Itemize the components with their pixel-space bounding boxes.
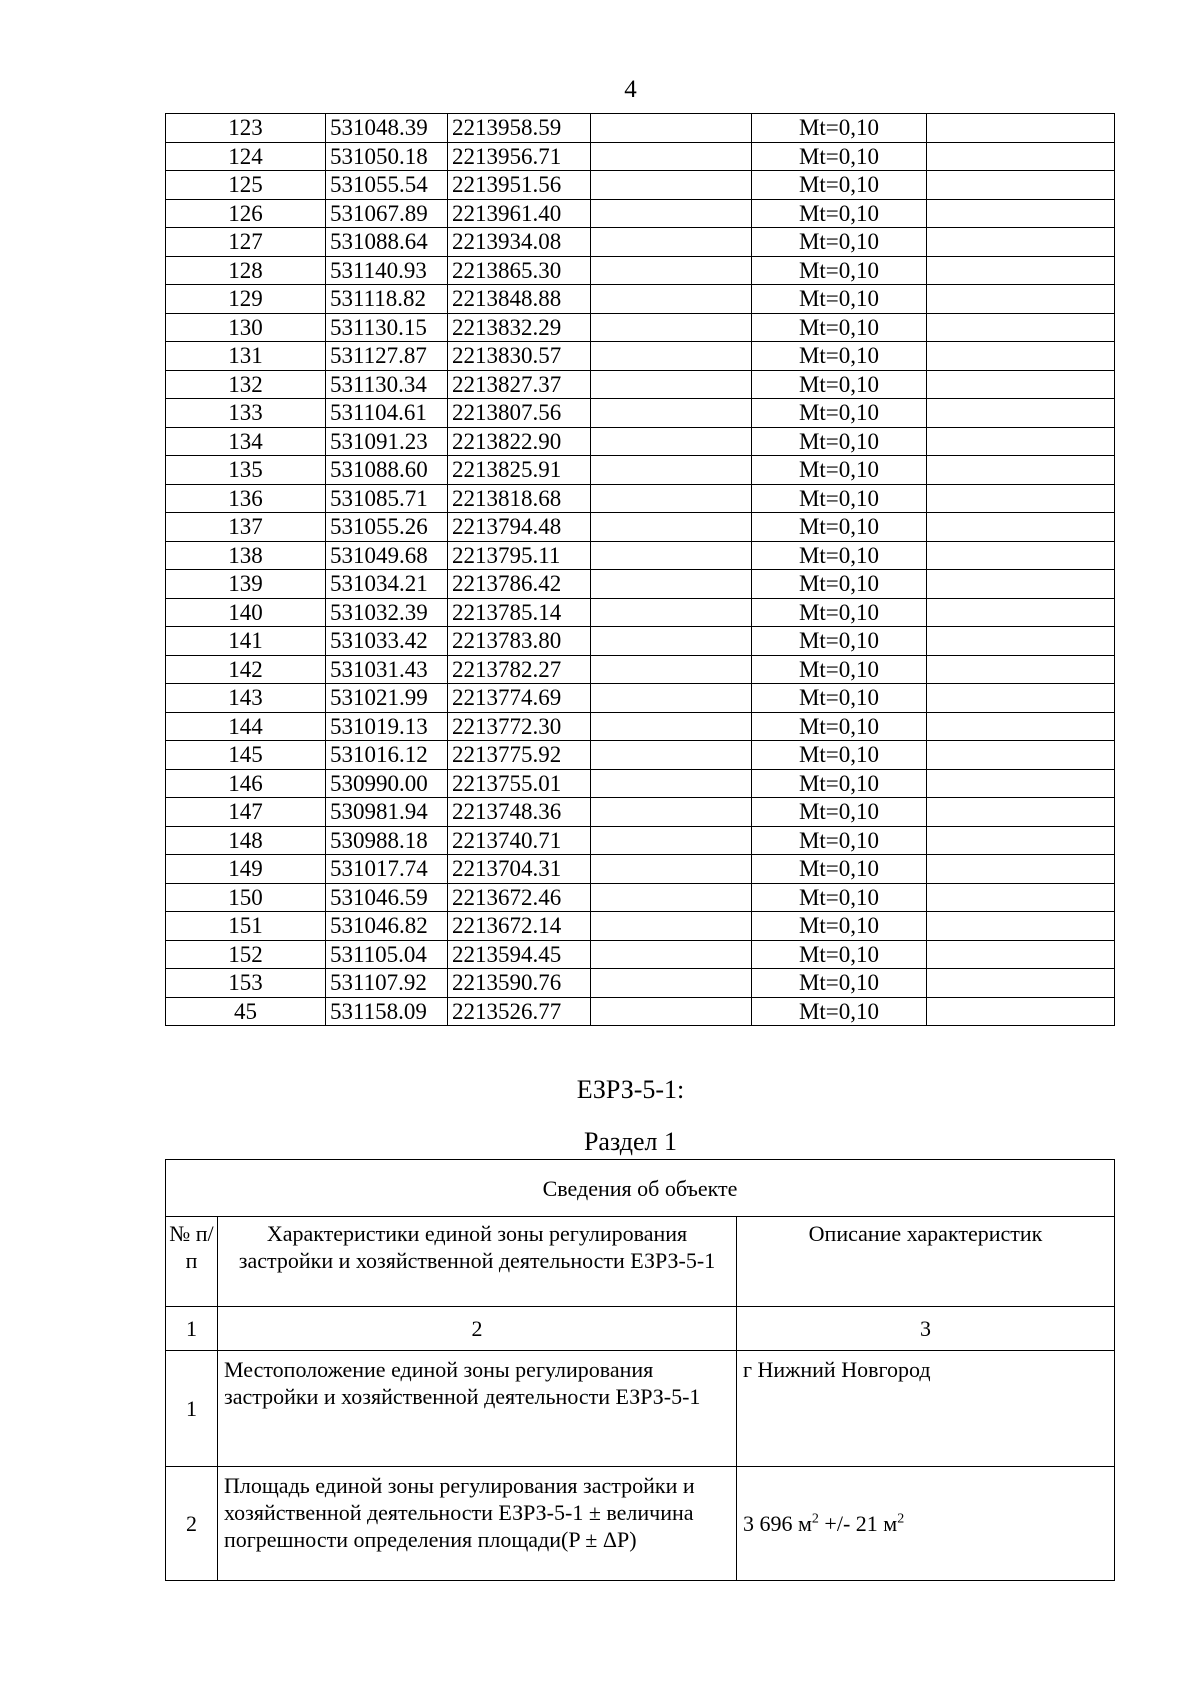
index-cell: 3 <box>737 1307 1115 1351</box>
accuracy-value: Mt=0,10 <box>752 142 927 171</box>
accuracy-value: Mt=0,10 <box>752 883 927 912</box>
empty-cell <box>927 598 1115 627</box>
empty-cell <box>927 342 1115 371</box>
coordinate-x: 530981.94 <box>326 798 448 827</box>
coordinate-row <box>166 712 1115 741</box>
accuracy-value: Mt=0,10 <box>752 655 927 684</box>
accuracy-value: Mt=0,10 <box>752 171 927 200</box>
empty-cell <box>927 769 1115 798</box>
empty-cell <box>927 142 1115 171</box>
coordinate-row <box>166 456 1115 485</box>
empty-cell <box>591 228 752 257</box>
coordinate-y: 2213775.92 <box>448 741 591 770</box>
coordinate-y: 2213961.40 <box>448 199 591 228</box>
header-description: Описание характеристик <box>737 1217 1115 1307</box>
coordinate-row <box>166 598 1115 627</box>
empty-cell <box>927 427 1115 456</box>
coordinate-x: 531055.54 <box>326 171 448 200</box>
coordinate-y: 2213825.91 <box>448 456 591 485</box>
object-info-table <box>165 1159 1115 1581</box>
coordinate-row <box>166 313 1115 342</box>
coordinate-x: 531067.89 <box>326 199 448 228</box>
coordinate-row <box>166 285 1115 314</box>
empty-cell <box>927 940 1115 969</box>
empty-cell <box>591 940 752 969</box>
coordinate-row <box>166 855 1115 884</box>
coordinate-row <box>166 256 1115 285</box>
point-number: 132 <box>166 370 326 399</box>
coordinate-y: 2213865.30 <box>448 256 591 285</box>
coordinate-row <box>166 399 1115 428</box>
point-number: 130 <box>166 313 326 342</box>
accuracy-value: Mt=0,10 <box>752 484 927 513</box>
coordinate-x: 531088.60 <box>326 456 448 485</box>
info-row-location <box>166 1351 1115 1467</box>
empty-cell <box>591 513 752 542</box>
coordinate-x: 531033.42 <box>326 627 448 656</box>
point-number: 153 <box>166 969 326 998</box>
info-header-row <box>166 1217 1115 1307</box>
coordinate-x: 531049.68 <box>326 541 448 570</box>
empty-cell <box>591 598 752 627</box>
accuracy-value: Mt=0,10 <box>752 969 927 998</box>
point-number: 124 <box>166 142 326 171</box>
coordinate-x: 531085.71 <box>326 484 448 513</box>
empty-cell <box>927 912 1115 941</box>
coordinate-y: 2213794.48 <box>448 513 591 542</box>
point-number: 137 <box>166 513 326 542</box>
accuracy-value: Mt=0,10 <box>752 370 927 399</box>
accuracy-value: Mt=0,10 <box>752 199 927 228</box>
coordinate-y: 2213772.30 <box>448 712 591 741</box>
coordinate-y: 2213783.80 <box>448 627 591 656</box>
coordinate-x: 531118.82 <box>326 285 448 314</box>
accuracy-value: Mt=0,10 <box>752 256 927 285</box>
coordinate-row <box>166 199 1115 228</box>
coordinate-x: 531107.92 <box>326 969 448 998</box>
coordinate-row <box>166 541 1115 570</box>
empty-cell <box>927 484 1115 513</box>
empty-cell <box>591 142 752 171</box>
coordinate-row <box>166 769 1115 798</box>
accuracy-value: Mt=0,10 <box>752 826 927 855</box>
accuracy-value: Mt=0,10 <box>752 570 927 599</box>
coordinate-y: 2213740.71 <box>448 826 591 855</box>
section-title: Раздел 1 <box>583 1127 678 1156</box>
coordinate-y: 2213774.69 <box>448 684 591 713</box>
empty-cell <box>927 969 1115 998</box>
coordinate-x: 530990.00 <box>326 769 448 798</box>
coordinate-y: 2213795.11 <box>448 541 591 570</box>
coordinate-row <box>166 114 1115 143</box>
empty-cell <box>927 997 1115 1026</box>
coordinate-y: 2213748.36 <box>448 798 591 827</box>
accuracy-value: Mt=0,10 <box>752 427 927 456</box>
row-number: 1 <box>166 1351 218 1467</box>
empty-cell <box>927 655 1115 684</box>
row-number: 2 <box>166 1467 218 1581</box>
point-number: 148 <box>166 826 326 855</box>
info-index-row <box>166 1307 1115 1351</box>
coordinate-x: 531046.82 <box>326 912 448 941</box>
coordinate-row <box>166 228 1115 257</box>
empty-cell <box>591 655 752 684</box>
coordinate-x: 531104.61 <box>326 399 448 428</box>
coordinate-row <box>166 570 1115 599</box>
accuracy-value: Mt=0,10 <box>752 798 927 827</box>
accuracy-value: Mt=0,10 <box>752 855 927 884</box>
point-number: 152 <box>166 940 326 969</box>
accuracy-value: Mt=0,10 <box>752 912 927 941</box>
coordinate-y: 2213956.71 <box>448 142 591 171</box>
empty-cell <box>591 570 752 599</box>
empty-cell <box>591 456 752 485</box>
point-number: 140 <box>166 598 326 627</box>
accuracy-value: Mt=0,10 <box>752 684 927 713</box>
empty-cell <box>591 484 752 513</box>
area-value: 3 696 м <box>743 1511 812 1536</box>
accuracy-value: Mt=0,10 <box>752 541 927 570</box>
empty-cell <box>591 285 752 314</box>
info-caption-row <box>166 1160 1115 1217</box>
empty-cell <box>591 855 752 884</box>
header-characteristic: Характеристики единой зоны регулирования застройки и хозяйственной деятельности ЕЗРЗ-5-1 <box>218 1217 737 1307</box>
page-number: 4 <box>624 76 637 103</box>
coordinate-x: 531021.99 <box>326 684 448 713</box>
coordinate-x: 530988.18 <box>326 826 448 855</box>
coordinate-y: 2213827.37 <box>448 370 591 399</box>
empty-cell <box>591 171 752 200</box>
point-number: 125 <box>166 171 326 200</box>
point-number: 144 <box>166 712 326 741</box>
empty-cell <box>591 114 752 143</box>
accuracy-value: Mt=0,10 <box>752 997 927 1026</box>
coordinate-y: 2213807.56 <box>448 399 591 428</box>
empty-cell <box>927 199 1115 228</box>
accuracy-value: Mt=0,10 <box>752 598 927 627</box>
point-number: 134 <box>166 427 326 456</box>
coordinate-row <box>166 940 1115 969</box>
point-number: 129 <box>166 285 326 314</box>
coordinate-row <box>166 342 1115 371</box>
point-number: 147 <box>166 798 326 827</box>
coordinate-y: 2213590.76 <box>448 969 591 998</box>
empty-cell <box>927 256 1115 285</box>
coordinate-x: 531055.26 <box>326 513 448 542</box>
empty-cell <box>591 826 752 855</box>
coordinate-row <box>166 883 1115 912</box>
coordinate-y: 2213704.31 <box>448 855 591 884</box>
empty-cell <box>927 456 1115 485</box>
coordinate-y: 2213785.14 <box>448 598 591 627</box>
empty-cell <box>927 570 1115 599</box>
coordinate-y: 2213782.27 <box>448 655 591 684</box>
coordinate-row <box>166 142 1115 171</box>
row-value: г Нижний Новгород <box>737 1351 1115 1467</box>
point-number: 127 <box>166 228 326 257</box>
point-number: 128 <box>166 256 326 285</box>
coordinate-y: 2213786.42 <box>448 570 591 599</box>
area-tolerance: +/- 21 м <box>818 1511 898 1536</box>
coordinates-table <box>165 113 1115 1026</box>
empty-cell <box>591 741 752 770</box>
empty-cell <box>591 342 752 371</box>
info-caption: Сведения об объекте <box>166 1160 1115 1217</box>
empty-cell <box>591 541 752 570</box>
point-number: 145 <box>166 741 326 770</box>
coordinate-row <box>166 969 1115 998</box>
coordinate-x: 531105.04 <box>326 940 448 969</box>
index-cell: 1 <box>166 1307 218 1351</box>
empty-cell <box>927 228 1115 257</box>
empty-cell <box>591 969 752 998</box>
coordinate-row <box>166 997 1115 1026</box>
empty-cell <box>591 199 752 228</box>
tolerance-unit-exponent: 2 <box>897 1511 905 1527</box>
coordinate-x: 531130.15 <box>326 313 448 342</box>
empty-cell <box>591 712 752 741</box>
coordinate-row <box>166 655 1115 684</box>
accuracy-value: Mt=0,10 <box>752 285 927 314</box>
coordinate-y: 2213951.56 <box>448 171 591 200</box>
coordinate-row <box>166 484 1115 513</box>
coordinate-row <box>166 171 1115 200</box>
accuracy-value: Mt=0,10 <box>752 627 927 656</box>
row-value <box>737 1467 1115 1581</box>
coordinate-row <box>166 684 1115 713</box>
accuracy-value: Mt=0,10 <box>752 769 927 798</box>
header-number: № п/п <box>166 1217 218 1307</box>
row-characteristic: Местоположение единой зоны регулирования застройки и хозяйственной деятельности ЕЗРЗ-5-1 <box>218 1351 737 1467</box>
coordinate-row <box>166 826 1115 855</box>
point-number: 151 <box>166 912 326 941</box>
coordinate-row <box>166 513 1115 542</box>
index-cell: 2 <box>218 1307 737 1351</box>
coordinate-x: 531016.12 <box>326 741 448 770</box>
point-number: 141 <box>166 627 326 656</box>
empty-cell <box>927 855 1115 884</box>
coordinate-row <box>166 798 1115 827</box>
empty-cell <box>927 313 1115 342</box>
point-number: 146 <box>166 769 326 798</box>
row-characteristic: Площадь единой зоны регулирования застройки и хозяйственной деятельности ЕЗРЗ-5-1 ± величина погрешности определения площади(P ± ΔP) <box>218 1467 737 1581</box>
coordinate-y: 2213755.01 <box>448 769 591 798</box>
empty-cell <box>591 427 752 456</box>
coordinate-row <box>166 427 1115 456</box>
accuracy-value: Mt=0,10 <box>752 313 927 342</box>
accuracy-value: Mt=0,10 <box>752 712 927 741</box>
point-number: 136 <box>166 484 326 513</box>
point-number: 135 <box>166 456 326 485</box>
accuracy-value: Mt=0,10 <box>752 513 927 542</box>
coordinate-y: 2213830.57 <box>448 342 591 371</box>
empty-cell <box>927 513 1115 542</box>
coordinate-x: 531127.87 <box>326 342 448 371</box>
point-number: 149 <box>166 855 326 884</box>
coordinate-y: 2213822.90 <box>448 427 591 456</box>
empty-cell <box>591 399 752 428</box>
zone-title: ЕЗРЗ-5-1: <box>576 1075 685 1104</box>
empty-cell <box>927 399 1115 428</box>
coordinate-x: 531091.23 <box>326 427 448 456</box>
point-number: 139 <box>166 570 326 599</box>
empty-cell <box>591 256 752 285</box>
empty-cell <box>591 627 752 656</box>
empty-cell <box>927 370 1115 399</box>
accuracy-value: Mt=0,10 <box>752 114 927 143</box>
empty-cell <box>927 826 1115 855</box>
empty-cell <box>591 313 752 342</box>
coordinate-x: 531034.21 <box>326 570 448 599</box>
empty-cell <box>591 684 752 713</box>
point-number: 45 <box>166 997 326 1026</box>
accuracy-value: Mt=0,10 <box>752 228 927 257</box>
empty-cell <box>591 997 752 1026</box>
info-row-area <box>166 1467 1115 1581</box>
empty-cell <box>927 171 1115 200</box>
coordinate-x: 531032.39 <box>326 598 448 627</box>
point-number: 123 <box>166 114 326 143</box>
empty-cell <box>927 684 1115 713</box>
empty-cell <box>927 798 1115 827</box>
accuracy-value: Mt=0,10 <box>752 399 927 428</box>
area-unit-exponent: 2 <box>811 1511 819 1527</box>
point-number: 142 <box>166 655 326 684</box>
empty-cell <box>927 114 1115 143</box>
empty-cell <box>591 798 752 827</box>
point-number: 150 <box>166 883 326 912</box>
coordinate-x: 531158.09 <box>326 997 448 1026</box>
empty-cell <box>927 285 1115 314</box>
coordinate-x: 531130.34 <box>326 370 448 399</box>
empty-cell <box>927 541 1115 570</box>
coordinate-row <box>166 627 1115 656</box>
point-number: 138 <box>166 541 326 570</box>
empty-cell <box>927 883 1115 912</box>
accuracy-value: Mt=0,10 <box>752 342 927 371</box>
point-number: 143 <box>166 684 326 713</box>
empty-cell <box>927 741 1115 770</box>
coordinate-x: 531048.39 <box>326 114 448 143</box>
coordinate-x: 531017.74 <box>326 855 448 884</box>
coordinate-x: 531031.43 <box>326 655 448 684</box>
coordinate-x: 531050.18 <box>326 142 448 171</box>
coordinate-x: 531046.59 <box>326 883 448 912</box>
point-number: 126 <box>166 199 326 228</box>
coordinate-x: 531088.64 <box>326 228 448 257</box>
coordinate-y: 2213934.08 <box>448 228 591 257</box>
coordinate-y: 2213672.46 <box>448 883 591 912</box>
coordinate-row <box>166 741 1115 770</box>
empty-cell <box>591 912 752 941</box>
point-number: 133 <box>166 399 326 428</box>
coordinate-row <box>166 912 1115 941</box>
point-number: 131 <box>166 342 326 371</box>
coordinate-y: 2213594.45 <box>448 940 591 969</box>
coordinate-x: 531019.13 <box>326 712 448 741</box>
accuracy-value: Mt=0,10 <box>752 456 927 485</box>
empty-cell <box>591 769 752 798</box>
accuracy-value: Mt=0,10 <box>752 741 927 770</box>
coordinate-x: 531140.93 <box>326 256 448 285</box>
coordinate-y: 2213832.29 <box>448 313 591 342</box>
empty-cell <box>927 712 1115 741</box>
empty-cell <box>591 883 752 912</box>
coordinate-y: 2213958.59 <box>448 114 591 143</box>
coordinate-y: 2213818.68 <box>448 484 591 513</box>
coordinate-row <box>166 370 1115 399</box>
coordinate-y: 2213848.88 <box>448 285 591 314</box>
coordinate-y: 2213526.77 <box>448 997 591 1026</box>
empty-cell <box>927 627 1115 656</box>
coordinate-y: 2213672.14 <box>448 912 591 941</box>
accuracy-value: Mt=0,10 <box>752 940 927 969</box>
empty-cell <box>591 370 752 399</box>
